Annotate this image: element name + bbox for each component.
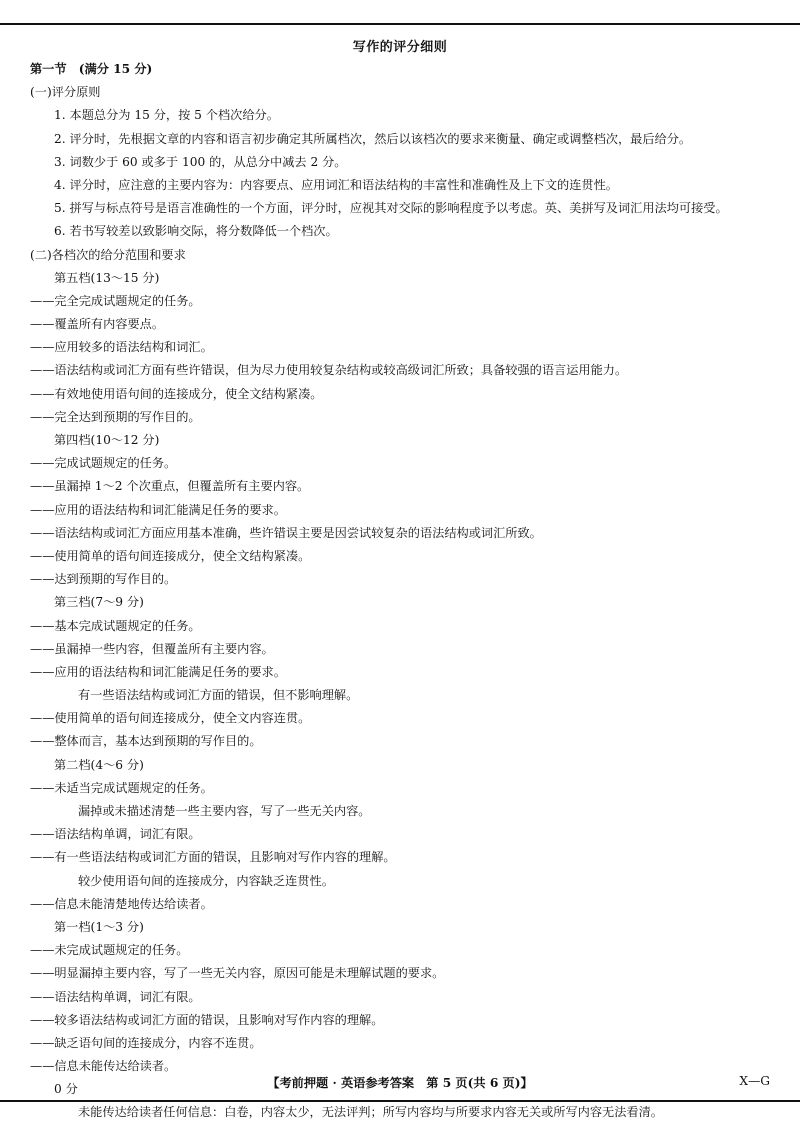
- footer-code: X—G: [739, 1074, 770, 1088]
- text-line: ——信息未能传达给读者。: [30, 1059, 177, 1074]
- bottom-rule: [0, 1100, 800, 1102]
- text-line: 较少使用语句间的连接成分，内容缺乏连贯性。: [78, 873, 334, 888]
- text-line: ——基本完成试题规定的任务。: [30, 618, 201, 633]
- text-line: ——应用的语法结构和词汇能满足任务的要求。: [30, 664, 286, 679]
- text-line: ——有一些语法结构或词汇方面的错误，且影响对写作内容的理解。: [30, 850, 396, 865]
- text-line: ——达到预期的写作目的。: [30, 572, 177, 587]
- text-line: 3. 词数少于 60 或多于 100 的，从总分中减去 2 分。: [54, 154, 347, 169]
- text-line: 第三档(7～9 分): [54, 595, 144, 610]
- text-line: 4. 评分时，应注意的主要内容为：内容要点、应用词汇和语法结构的丰富性和准确性及上下文的连贯性。: [54, 177, 618, 192]
- text-line: 第二档(4～6 分): [54, 757, 144, 772]
- text-line: 漏掉或未描述清楚一些主要内容，写了一些无关内容。: [78, 804, 371, 818]
- text-line: (二)各档次的给分范围和要求: [30, 247, 186, 262]
- text-line: ——缺乏语句间的连接成分，内容不连贯。: [30, 1035, 262, 1050]
- text-line: ——语法结构单调，词汇有限。: [30, 989, 201, 1004]
- text-line: ——语法结构或词汇方面有些许错误，但为尽力使用较复杂结构或较高级词汇所致；具备较强的语言运用能力。: [30, 363, 628, 378]
- text-line: ——较多语法结构或词汇方面的错误，且影响对写作内容的理解。: [30, 1012, 384, 1027]
- text-line: 未能传达给读者任何信息：白卷，内容太少，无法评判；所写内容均与所要求内容无关或所写内容无法看清。: [78, 1105, 663, 1120]
- text-line: 第四档(10～12 分): [54, 433, 160, 447]
- text-line: ——使用简单的语句间连接成分，使全文内容连贯。: [30, 711, 311, 726]
- text-line: ——使用简单的语句间连接成分，使全文结构紧凑。: [30, 548, 311, 563]
- text-line: ——虽漏掉一些内容，但覆盖所有主要内容。: [30, 641, 274, 656]
- text-line: ——有效地使用语句间的连接成分，使全文结构紧凑。: [30, 386, 323, 401]
- text-line: ——完全完成试题规定的任务。: [30, 293, 201, 308]
- text-line: ——覆盖所有内容要点。: [30, 317, 165, 332]
- text-line: ——完全达到预期的写作目的。: [30, 409, 201, 424]
- text-line: ——明显漏掉主要内容，写了一些无关内容，原因可能是未理解试题的要求。: [30, 966, 445, 981]
- text-line: ——虽漏掉 1～2 个次重点，但覆盖所有主要内容。: [30, 479, 310, 494]
- text-line: ——信息未能清楚地传达给读者。: [30, 896, 213, 911]
- text-line: 有一些语法结构或词汇方面的错误，但不影响理解。: [78, 688, 359, 703]
- text-line: 6. 若书写较差以致影响交际，将分数降低一个档次。: [54, 224, 338, 239]
- text-line: ——语法结构单调，词汇有限。: [30, 827, 201, 842]
- text-line: ——语法结构或词汇方面应用基本准确，些许错误主要是因尝试较复杂的语法结构或词汇所致。: [30, 525, 542, 540]
- text-line: ——应用的语法结构和词汇能满足任务的要求。: [30, 502, 286, 517]
- text-line: 0 分: [54, 1082, 78, 1097]
- text-line: (一)评分原则: [30, 85, 101, 100]
- text-line: ——完成试题规定的任务。: [30, 456, 177, 471]
- page-footer: 【考前押题 · 英语参考答案 第 5 页(共 6 页)】: [267, 1076, 533, 1090]
- document-body: [30, 58, 780, 1125]
- text-line: ——应用较多的语法结构和词汇。: [30, 340, 213, 355]
- text-line: 第一档(1～3 分): [54, 919, 144, 934]
- text-line: ——整体而言，基本达到预期的写作目的。: [30, 734, 262, 749]
- text-line: ——未适当完成试题规定的任务。: [30, 780, 213, 795]
- top-rule: [0, 23, 800, 25]
- text-line: 5. 拼写与标点符号是语言准确性的一个方面，评分时，应视其对交际的影响程度予以考虑。英、美拼写及词汇用法均可接受。: [54, 201, 728, 216]
- text-line: 2. 评分时，先根据文章的内容和语言初步确定其所属档次，然后以该档次的要求来衡量、确定或调整档次，最后给分。: [54, 131, 692, 146]
- text-line: ——未完成试题规定的任务。: [30, 943, 189, 958]
- page-title: 写作的评分细则: [352, 40, 448, 55]
- text-line: 第一节 (满分 15 分): [30, 62, 153, 76]
- text-line: 1. 本题总分为 15 分，按 5 个档次给分。: [54, 108, 279, 123]
- text-line: 第五档(13～15 分): [54, 270, 160, 285]
